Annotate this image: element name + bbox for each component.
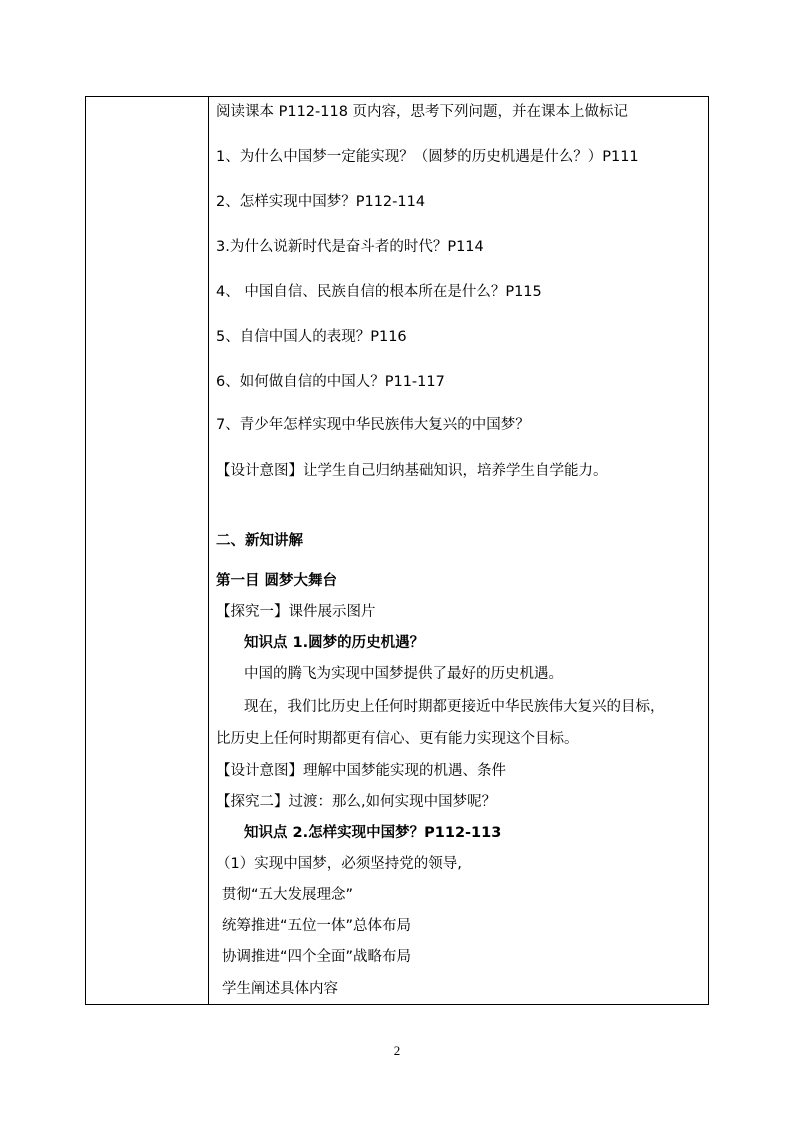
question-7: 7、青少年怎样实现中华民族伟大复兴的中国梦？ [216,417,530,433]
knowledge-point-1-text: 中国的腾飞为实现中国梦提供了最好的历史机遇。 [244,666,563,682]
knowledge-point-1: 知识点 1.圆梦的历史机遇？ [244,635,425,651]
paragraph-line-2: 比历史上任何时期都更有信心、更有能力实现这个目标。 [216,731,579,747]
point-1-item-c: 协调推进“四个全面”战略布局 [222,949,412,965]
question-5: 5、自信中国人的表现？P116 [216,329,407,345]
design-intent-1: 【设计意图】让学生自己归纳基础知识，培养学生自学能力。 [216,463,608,479]
question-2: 2、怎样实现中国梦？P112-114 [216,194,426,210]
reading-instruction: 阅读课本 P112-118 页内容，思考下列问题，并在课本上做标记 [216,104,629,120]
column-divider [208,97,209,1004]
point-1: （1）实现中国梦，必须坚持党的领导, [216,856,462,872]
question-6: 6、如何做自信的中国人？P11-117 [216,374,445,390]
point-1-item-a: 贯彻“五大发展理念” [222,887,354,903]
knowledge-point-2: 知识点 2.怎样实现中国梦？P112-113 [244,825,502,841]
student-activity: 学生阐述具体内容 [222,981,338,997]
inquiry-1: 【探究一】课件展示图片 [216,604,376,620]
subsection-heading: 第一目 圆梦大舞台 [216,573,338,589]
design-intent-2: 【设计意图】理解中国梦能实现的机遇、条件 [216,763,506,779]
page-number: 2 [393,1043,401,1058]
point-1-item-b: 统筹推进“五位一体”总体布局 [222,918,412,934]
section-heading: 二、新知讲解 [216,533,303,549]
question-3: 3.为什么说新时代是奋斗者的时代？P114 [216,239,484,255]
question-4: 4、 中国自信、民族自信的根本所在是什么？P115 [216,284,542,300]
question-1: 1、为什么中国梦一定能实现？（圆梦的历史机遇是什么？）P111 [216,149,639,165]
inquiry-2: 【探究二】过渡：那么,如何实现中国梦呢？ [216,794,497,810]
paragraph-line-1: 现在，我们比历史上任何时期都更接近中华民族伟大复兴的目标， [244,699,665,715]
